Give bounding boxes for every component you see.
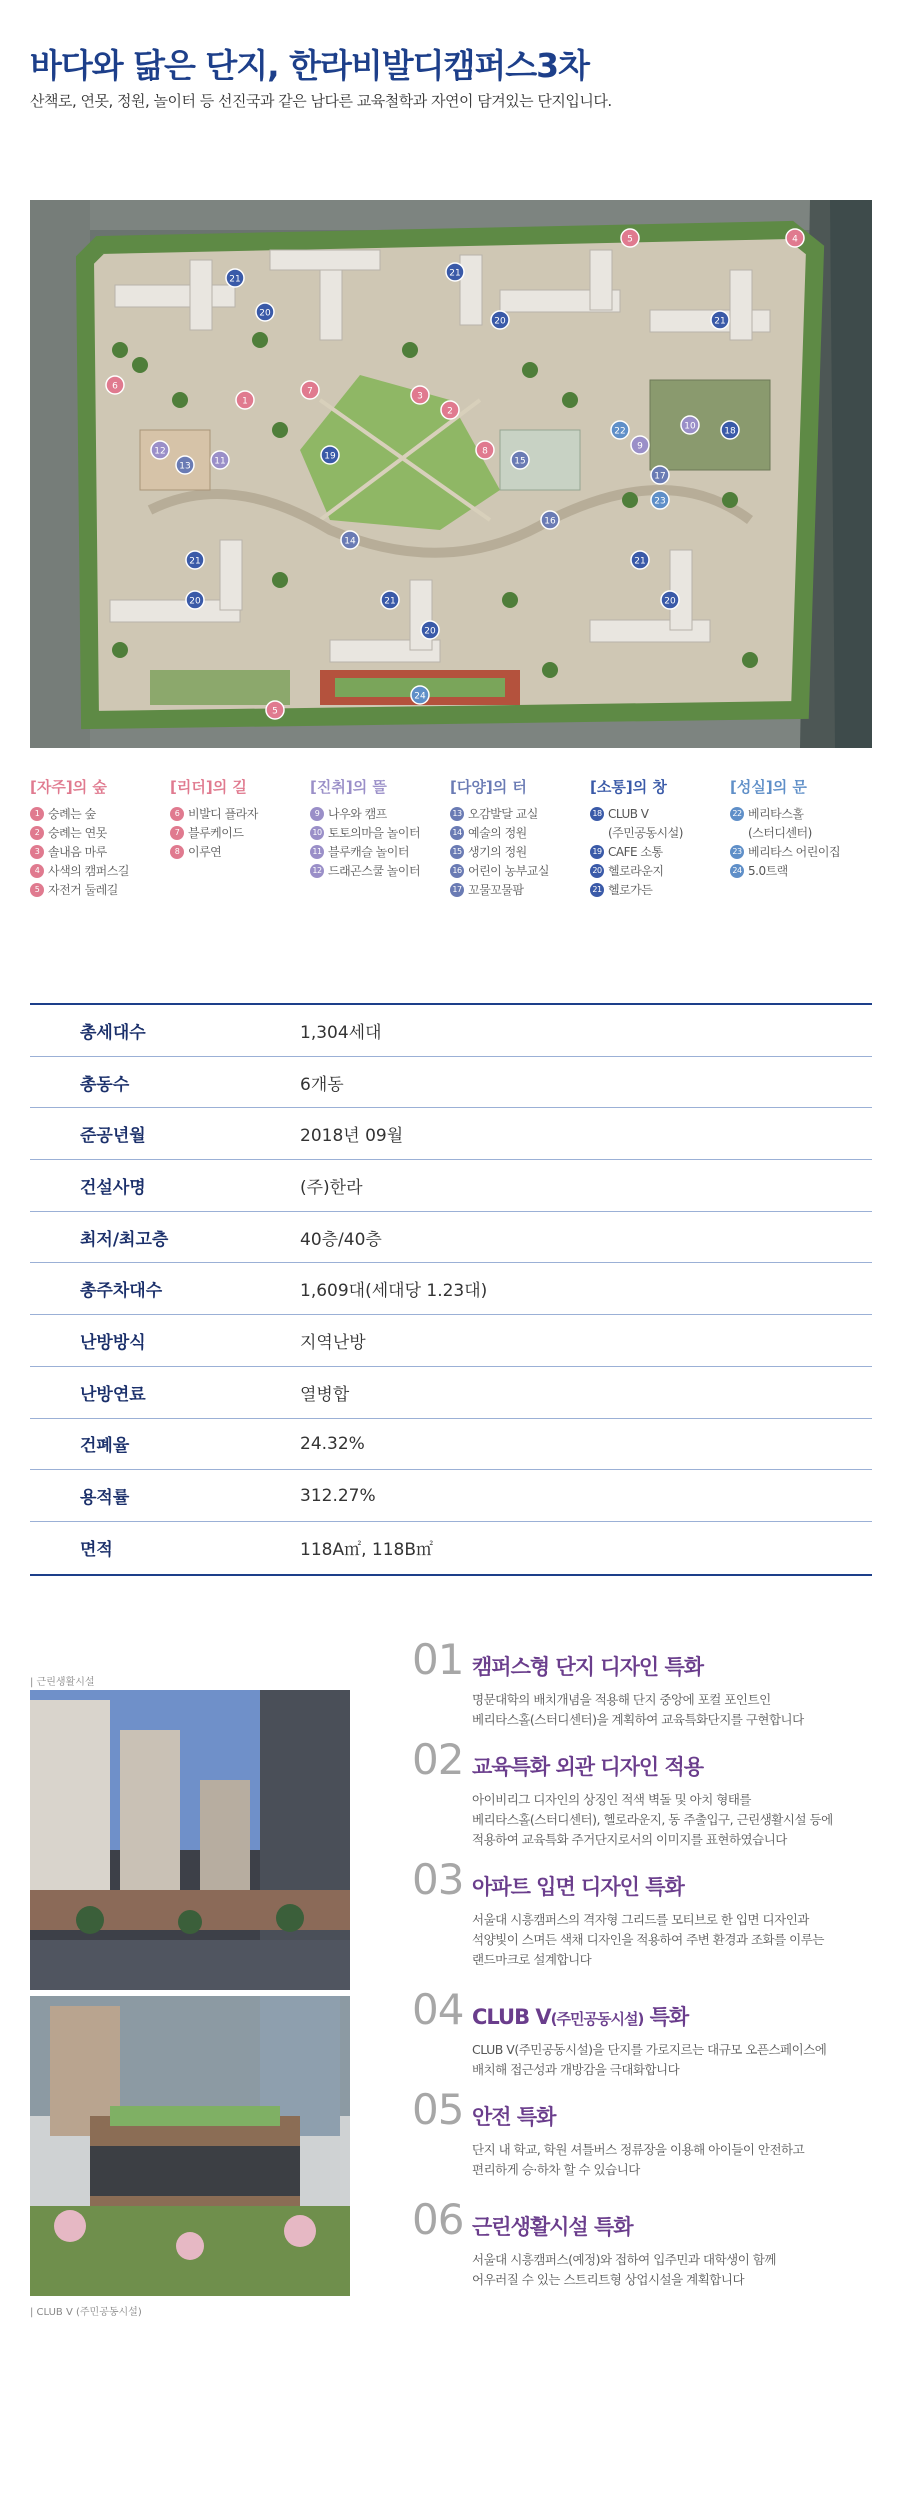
feature-title-sub: (주민공동시설) (550, 2010, 644, 2028)
legend-number-badge: 3 (30, 845, 44, 859)
feature-heading (412, 1985, 872, 2034)
site-plan-marker-label: 21 (449, 268, 461, 279)
legend-item (450, 824, 590, 843)
feature-title: 캠퍼스형 단지 디자인 특화 (472, 1655, 704, 1679)
site-plan-marker-label: 9 (637, 441, 643, 452)
legend-number-badge: 5 (30, 883, 44, 897)
legend-group-title: [진취]의 뜰 (310, 778, 387, 796)
feature-number: 03 (412, 1855, 464, 1904)
legend-number-badge: 19 (590, 845, 604, 859)
site-plan-marker-label: 20 (259, 308, 271, 319)
feature-description: 단지 내 학교, 학원 셔틀버스 정류장을 이용해 아이들이 안전하고 편리하게 승·하차 할 수 있습니다 (472, 2142, 805, 2177)
site-plan-marker-label: 21 (714, 316, 726, 327)
site-plan-marker (186, 551, 204, 569)
site-plan-marker-label: 21 (189, 556, 201, 567)
legend-number-badge: 1 (30, 807, 44, 821)
spec-label: 총주차대수 (80, 1281, 163, 1302)
legend-item (590, 843, 730, 862)
spec-value: 1,609대(세대당 1.23대) (300, 1281, 488, 1302)
site-plan-marker (226, 269, 244, 287)
site-plan-marker-label: 2 (447, 406, 453, 417)
site-plan-marker (411, 386, 429, 404)
feature-title-tail: 특화 (643, 2005, 689, 2029)
feature-heading (412, 1735, 872, 1784)
spec-row (30, 1367, 872, 1419)
feature-description: 명문대학의 배치개념을 적용해 단지 중앙에 포컬 포인트인 베리타스홀(스터디센터)을 계획하여 교육특화단지를 구현합니다 (472, 1692, 804, 1727)
page-title: 바다와 닮은 단지, 한라비발디캠퍼스3차 (30, 46, 590, 85)
spec-label: 준공년월 (80, 1126, 146, 1147)
legend-item-label: 어린이 농부교실 (468, 864, 549, 878)
site-plan-marker (511, 451, 529, 469)
club-v-photo (30, 1996, 350, 2296)
site-plan-illustration (30, 200, 872, 748)
spec-row (30, 1057, 872, 1109)
legend-number-badge: 8 (170, 845, 184, 859)
legend-item (730, 862, 870, 881)
legend-item (450, 843, 590, 862)
legend-number-badge: 23 (730, 845, 744, 859)
legend-group (730, 776, 870, 900)
legend-item-label: 드래곤스쿨 놀이터 (328, 864, 421, 878)
legend-group-title: [다양]의 터 (450, 778, 527, 796)
site-plan-marker (211, 451, 229, 469)
site-plan-marker (301, 381, 319, 399)
site-plan-marker-label: 21 (229, 274, 241, 285)
site-plan-marker-label: 11 (214, 456, 226, 467)
photo-caption-clubv: | CLUB V (주민공동시설) (30, 2307, 142, 2318)
legend-number-badge: 13 (450, 807, 464, 821)
legend-item (30, 881, 170, 900)
site-plan-marker-label: 12 (154, 446, 166, 457)
legend-item-label: 숭례는 숲 (48, 807, 96, 821)
legend-item-label: 토토의마을 놀이터 (328, 826, 421, 840)
site-plan-marker (446, 263, 464, 281)
legend-number-badge: 18 (590, 807, 604, 821)
legend-item (310, 843, 450, 862)
spec-row (30, 1419, 872, 1471)
site-plan-marker-label: 20 (189, 596, 201, 607)
legend-number-badge: 16 (450, 864, 464, 878)
legend-number-badge: 7 (170, 826, 184, 840)
spec-value: 40층/40층 (300, 1229, 382, 1250)
site-plan-marker-label: 1 (242, 396, 248, 407)
legend-item-label: 나우와 캠프 (328, 807, 387, 821)
legend-item (30, 805, 170, 824)
legend-number-badge: 9 (310, 807, 324, 821)
legend-number-badge: 15 (450, 845, 464, 859)
legend-group (170, 776, 310, 900)
legend-item (590, 805, 730, 843)
legend-item-label: 헬로라운지 (608, 864, 664, 878)
legend-group (450, 776, 590, 900)
legend-number-badge: 10 (310, 826, 324, 840)
legend-item (30, 862, 170, 881)
site-plan-marker-label: 15 (514, 456, 526, 467)
site-plan-marker-label: 21 (384, 596, 396, 607)
spec-label: 건설사명 (80, 1177, 146, 1198)
facility-legend (30, 776, 872, 900)
legend-item (450, 805, 590, 824)
site-plan-marker-label: 5 (272, 706, 278, 717)
site-plan-marker-label: 16 (544, 516, 556, 527)
site-plan-marker-label: 18 (724, 426, 736, 437)
site-plan-marker (106, 376, 124, 394)
legend-item-label: 베리타스홀 (스터디센터) (748, 807, 812, 840)
legend-item-label: 베리타스 어린이집 (748, 845, 841, 859)
feature-heading (412, 2085, 872, 2134)
site-plan-marker-label: 3 (417, 391, 423, 402)
legend-item-label: 헬로가든 (608, 883, 653, 897)
legend-item (310, 824, 450, 843)
legend-number-badge: 24 (730, 864, 744, 878)
site-plan-marker-label: 20 (494, 316, 506, 327)
site-plan-marker-label: 5 (627, 234, 633, 245)
legend-item-label: 블루케이드 (188, 826, 244, 840)
feature-title: 안전 특화 (472, 2105, 556, 2129)
feature-title: 아파트 입면 디자인 특화 (472, 1875, 684, 1899)
feature-number: 04 (412, 1985, 464, 2034)
page-subtitle: 산책로, 연못, 정원, 놀이터 등 선진국과 같은 남다른 교육철학과 자연이 담겨있는 단지입니다. (30, 92, 612, 110)
site-plan-marker (491, 311, 509, 329)
site-plan-marker-label: 13 (179, 461, 191, 472)
legend-item-label: CAFE 소통 (608, 845, 663, 859)
site-plan-marker (176, 456, 194, 474)
spec-label: 면적 (80, 1540, 113, 1561)
spec-row (30, 1263, 872, 1315)
site-plan-marker (441, 401, 459, 419)
legend-item (450, 862, 590, 881)
site-plan-marker (786, 229, 804, 247)
feature-heading (412, 1855, 872, 1904)
site-plan-marker-label: 7 (307, 386, 313, 397)
site-plan-marker-label: 8 (482, 446, 488, 457)
legend-item (730, 805, 870, 843)
spec-row (30, 1005, 872, 1057)
spec-row (30, 1212, 872, 1264)
legend-number-badge: 22 (730, 807, 744, 821)
feature-number: 02 (412, 1735, 464, 1784)
site-plan-marker-label: 19 (324, 451, 336, 462)
feature-title: 교육특화 외관 디자인 적용 (472, 1755, 704, 1779)
legend-item (30, 843, 170, 862)
site-plan-marker-label: 22 (614, 426, 626, 437)
site-plan-marker (236, 391, 254, 409)
site-plan-marker (321, 446, 339, 464)
feature-title-main: CLUB V (472, 2005, 551, 2029)
legend-group (590, 776, 730, 900)
legend-item-label: 이루연 (188, 845, 222, 859)
legend-number-badge: 2 (30, 826, 44, 840)
legend-number-badge: 11 (310, 845, 324, 859)
legend-item (730, 843, 870, 862)
feature-title (472, 2001, 688, 2031)
site-plan-image (30, 200, 872, 748)
site-plan-marker (681, 416, 699, 434)
legend-item-label: 5.0트랙 (748, 864, 788, 878)
legend-item-label: 사색의 캠퍼스길 (48, 864, 129, 878)
feature-heading (412, 2195, 872, 2244)
spec-value: 118A㎡, 118B㎡ (300, 1540, 433, 1561)
feature-number: 01 (412, 1635, 464, 1684)
legend-item-label: 블루캐슬 놀이터 (328, 845, 409, 859)
spec-label: 최저/최고층 (80, 1229, 169, 1250)
site-plan-marker (621, 229, 639, 247)
legend-number-badge: 6 (170, 807, 184, 821)
feature-description: 아이비리그 디자인의 상징인 적색 벽돌 및 아치 형태를 베리타스홀(스터디센터), 헬로라운지, 동 주출입구, 근린생활시설 등에 적용하여 교육특화 주거단지로서의 이미지를 표현하였습니다 (472, 1792, 833, 1847)
feature-item (412, 1985, 872, 2080)
site-plan-marker-label: 21 (634, 556, 646, 567)
spec-value: 2018년 09월 (300, 1126, 404, 1147)
legend-item-label: CLUB V (주민공동시설) (608, 807, 683, 840)
retail-facility-photo (30, 1690, 350, 1990)
legend-item-label: 꼬물꼬물팜 (468, 883, 524, 897)
site-plan-marker (541, 511, 559, 529)
legend-item (30, 824, 170, 843)
feature-number: 05 (412, 2085, 464, 2134)
legend-number-badge: 20 (590, 864, 604, 878)
spec-value: 1,304세대 (300, 1022, 382, 1043)
feature-description: CLUB V(주민공동시설)을 단지를 가로지르는 대규모 오픈스페이스에 배치해 접근성과 개방감을 극대화합니다 (472, 2042, 827, 2077)
legend-number-badge: 17 (450, 883, 464, 897)
spec-label: 난방방식 (80, 1332, 146, 1353)
legend-item (450, 881, 590, 900)
feature-description: 서울대 시흥캠퍼스의 격자형 그리드를 모티브로 한 입면 디자인과 석양빛이 스며든 색채 디자인을 적용하여 주변 환경과 조화를 이루는 랜드마크로 설계합니다 (472, 1912, 824, 1967)
site-plan-marker (421, 621, 439, 639)
site-plan-marker-label: 6 (112, 381, 118, 392)
spec-value: (주)한라 (300, 1177, 363, 1198)
legend-number-badge: 12 (310, 864, 324, 878)
feature-heading (412, 1635, 872, 1684)
legend-item-label: 자전거 둘레길 (48, 883, 118, 897)
site-plan-marker (411, 686, 429, 704)
site-plan-marker (611, 421, 629, 439)
feature-item (412, 1635, 872, 1730)
legend-item-label: 오감발달 교실 (468, 807, 538, 821)
spec-label: 총세대수 (80, 1022, 146, 1043)
spec-value: 열병합 (300, 1384, 350, 1405)
legend-item (590, 881, 730, 900)
legend-group-title: [소통]의 창 (590, 778, 667, 796)
legend-item-label: 예술의 정원 (468, 826, 527, 840)
legend-item (310, 862, 450, 881)
site-plan-marker (476, 441, 494, 459)
site-plan-marker (151, 441, 169, 459)
site-plan-marker (631, 436, 649, 454)
site-plan-marker (651, 466, 669, 484)
legend-group-title: [리더]의 길 (170, 778, 247, 796)
legend-item (170, 843, 310, 862)
legend-item (170, 824, 310, 843)
site-plan-marker-label: 10 (684, 421, 696, 432)
feature-item (412, 2195, 872, 2290)
legend-item (310, 805, 450, 824)
feature-description: 서울대 시흥캠퍼스(예정)와 접하여 입주민과 대학생이 함께 어우러질 수 있는 스트리트형 상업시설을 계획합니다 (472, 2252, 776, 2287)
spec-row (30, 1160, 872, 1212)
legend-item (170, 805, 310, 824)
feature-item (412, 2085, 872, 2180)
site-plan-marker (256, 303, 274, 321)
site-plan-marker (661, 591, 679, 609)
legend-number-badge: 21 (590, 883, 604, 897)
site-plan-marker-label: 20 (664, 596, 676, 607)
spec-row (30, 1108, 872, 1160)
legend-item-label: 생기의 정원 (468, 845, 527, 859)
photo-caption-retail: | 근린생활시설 (30, 1677, 95, 1688)
site-plan-marker-label: 23 (654, 496, 666, 507)
feature-item (412, 1855, 872, 1970)
site-plan-marker (711, 311, 729, 329)
site-plan-marker-label: 4 (792, 234, 798, 245)
site-plan-marker (631, 551, 649, 569)
feature-number: 06 (412, 2195, 464, 2244)
spec-row (30, 1315, 872, 1367)
site-plan-marker (721, 421, 739, 439)
legend-item-label: 솔내음 마루 (48, 845, 107, 859)
spec-value: 24.32% (300, 1433, 365, 1454)
site-plan-marker-label: 24 (414, 691, 426, 702)
spec-value: 지역난방 (300, 1332, 366, 1353)
spec-label: 용적률 (80, 1488, 130, 1509)
legend-group-title: [성실]의 문 (730, 778, 807, 796)
spec-row (30, 1470, 872, 1522)
spec-row (30, 1522, 872, 1574)
complex-spec-table (30, 1003, 872, 1576)
site-plan-marker (651, 491, 669, 509)
spec-value: 6개동 (300, 1074, 344, 1095)
site-plan-marker-label: 20 (424, 626, 436, 637)
legend-item-label: 숭례는 연못 (48, 826, 107, 840)
site-plan-marker (186, 591, 204, 609)
feature-item (412, 1735, 872, 1850)
legend-group (30, 776, 170, 900)
legend-number-badge: 4 (30, 864, 44, 878)
spec-label: 난방연료 (80, 1384, 146, 1405)
spec-label: 건폐율 (80, 1436, 130, 1457)
spec-value: 312.27% (300, 1485, 376, 1506)
site-plan-marker (341, 531, 359, 549)
site-plan-marker-label: 17 (654, 471, 666, 482)
legend-number-badge: 14 (450, 826, 464, 840)
legend-item-label: 비발디 플라자 (188, 807, 258, 821)
site-plan-marker (266, 701, 284, 719)
legend-item (590, 862, 730, 881)
legend-group (310, 776, 450, 900)
site-plan-marker (381, 591, 399, 609)
feature-title: 근린생활시설 특화 (472, 2215, 633, 2239)
legend-group-title: [자주]의 숲 (30, 778, 107, 796)
site-plan-marker-label: 14 (344, 536, 356, 547)
spec-label: 총동수 (80, 1074, 130, 1095)
